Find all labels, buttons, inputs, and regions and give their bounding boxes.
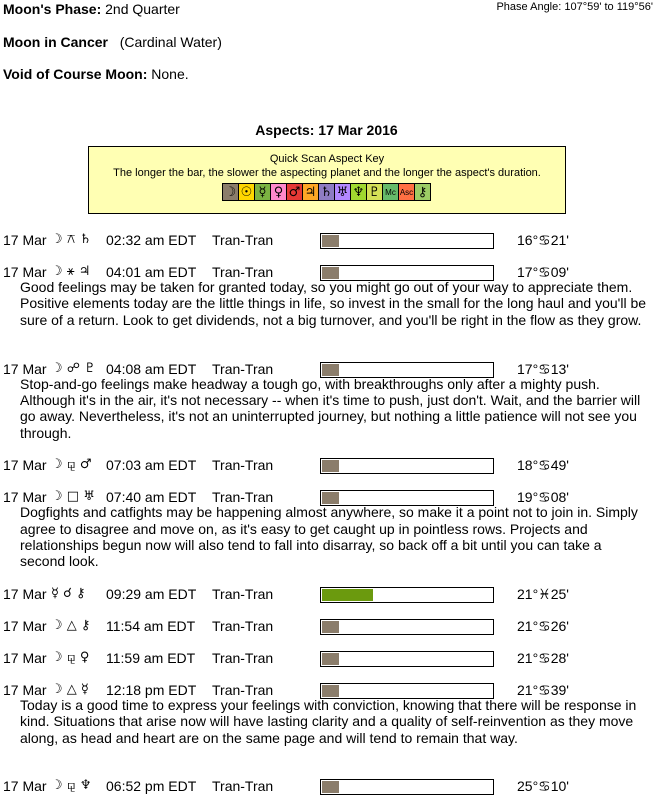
aspect-glyphs: ☽ ⚻ ♄	[51, 232, 92, 247]
mars-icon: ♂	[286, 183, 303, 201]
duration-bar	[320, 651, 494, 667]
duration-bar-fill	[322, 267, 339, 279]
sun-icon: ☉	[238, 183, 255, 201]
duration-bar-fill	[322, 653, 339, 665]
aspect-date: 17 Mar	[3, 264, 47, 280]
duration-bar	[320, 779, 494, 795]
aspect-type: Tran-Tran	[212, 360, 274, 377]
chiron-icon: ⚷	[414, 183, 431, 201]
aspect-degree: 19°♋08'	[517, 489, 569, 506]
neptune-icon: ♆	[350, 183, 367, 201]
aspect-degree: 21°♋28'	[517, 649, 569, 666]
duration-bar-fill	[322, 781, 339, 793]
aspect-type: Tran-Tran	[212, 457, 274, 474]
duration-bar	[320, 587, 494, 603]
saturn-icon: ♄	[318, 183, 335, 201]
moon-sign-label: Moon in Cancer	[3, 34, 109, 50]
duration-bar-fill	[322, 621, 339, 633]
aspect-type: Tran-Tran	[212, 232, 274, 248]
aspect-glyphs: ☽ △ ☿	[51, 681, 89, 697]
aspect-date: 17 Mar	[3, 489, 47, 506]
aspect-type: Tran-Tran	[212, 778, 274, 795]
aspect-glyphs: ☽ ⚼ ♂	[51, 457, 92, 473]
aspect-glyphs: ☽ △ ⚷	[51, 617, 91, 633]
aspects-title: Aspects: 17 Mar 2016	[255, 122, 398, 138]
aspect-time: 09:29 am EDT	[106, 585, 197, 602]
duration-bar-fill	[322, 589, 373, 601]
aspect-degree: 17°♋09'	[517, 264, 569, 280]
aspect-time: 12:18 pm EDT	[106, 681, 197, 698]
moon-sign-value: (Cardinal Water)	[119, 34, 222, 50]
aspect-glyphs: ☽ ⚼ ♀	[51, 649, 90, 665]
aspect-glyphs: ☽ ⚹ ♃	[51, 264, 91, 279]
moon-sign-line	[3, 34, 222, 50]
aspect-type: Tran-Tran	[212, 649, 274, 666]
aspect-date: 17 Mar	[3, 585, 47, 602]
aspect-key-subtitle: The longer the bar, the slower the aspecting planet and the longer the aspect's duration.	[113, 167, 541, 179]
duration-bar-fill	[322, 685, 339, 697]
midheaven-icon: Mc	[382, 183, 399, 201]
aspect-degree: 18°♋49'	[517, 457, 569, 474]
void-of-course-value: None.	[151, 66, 189, 82]
aspect-time: 07:03 am EDT	[106, 457, 197, 474]
aspect-time: 04:08 am EDT	[106, 360, 197, 377]
aspect-glyphs: ☽ ☍ ♇	[51, 360, 96, 376]
aspect-glyphs: ☽ □ ♅	[51, 489, 95, 505]
aspect-degree: 21°♋39'	[517, 681, 569, 698]
aspect-time: 06:52 pm EDT	[106, 778, 197, 795]
aspect-time: 02:32 am EDT	[106, 232, 197, 248]
aspect-description: Dogfights and catfights may be happening almost anywhere, so make it a point not to join in. Simply agree to disagree and move on, as it's easy to get caught up in pointless rows. Projects and relationships begun now will also tend to fall into disarray, so back off a bit until you can take a second look.	[20, 504, 638, 570]
duration-bar-fill	[322, 492, 339, 504]
mercury-icon: ☿	[254, 183, 271, 201]
moon-phase-label: Moon's Phase:	[3, 1, 102, 17]
duration-bar	[320, 619, 494, 635]
venus-icon: ♀	[270, 183, 287, 201]
jupiter-icon: ♃	[302, 183, 319, 201]
aspect-description: Stop-and-go feelings make headway a tough go, with breakthroughs only after a mighty push. Although it's in the air, it's not necessary -- when it's time to push, just don't. Wait, and the barrier will go away. Nevertheless, it's not an uninterrupted journey, but nothing a little patience will not see you through.	[20, 375, 641, 441]
phase-angle: Phase Angle: 107°59' to 119°56'	[496, 1, 653, 13]
aspect-date: 17 Mar	[3, 649, 47, 666]
aspect-key-box	[88, 146, 566, 214]
duration-bar-fill	[322, 235, 339, 247]
moon-phase-value: 2nd Quarter	[105, 1, 180, 17]
aspect-date: 17 Mar	[3, 232, 47, 248]
duration-bar-fill	[322, 364, 339, 376]
ascendant-icon: Asc	[398, 183, 415, 201]
aspect-description: Good feelings may be taken for granted today, so you might go out of your way to appreciate them. Positive elements today are the little things in life, so invest in the small for the long haul and you'll be sure of a return. Look to get dividends, not a big turnover, and you'll be right in the flow as they grow.	[20, 279, 647, 328]
moon-icon: ☽	[222, 183, 239, 201]
uranus-icon: ♅	[334, 183, 351, 201]
aspect-type: Tran-Tran	[212, 264, 274, 280]
aspect-type: Tran-Tran	[212, 489, 274, 506]
aspect-date: 17 Mar	[3, 778, 47, 795]
aspect-type: Tran-Tran	[212, 681, 274, 698]
void-of-course-line	[3, 66, 189, 82]
duration-bar	[320, 458, 494, 474]
aspect-degree: 16°♋21'	[517, 232, 569, 248]
aspect-degree: 21°♓25'	[517, 585, 569, 602]
aspect-degree: 25°♋10'	[517, 778, 569, 795]
aspect-glyphs: ☽ ⚼ ♆	[51, 778, 92, 794]
aspect-date: 17 Mar	[3, 681, 47, 698]
duration-bar-fill	[322, 460, 339, 472]
void-of-course-label: Void of Course Moon:	[3, 66, 148, 82]
aspect-time: 11:59 am EDT	[106, 649, 196, 666]
aspect-type: Tran-Tran	[212, 585, 274, 602]
aspect-degree: 21°♋26'	[517, 617, 569, 634]
aspect-time: 04:01 am EDT	[106, 264, 197, 280]
aspect-date: 17 Mar	[3, 457, 47, 474]
aspect-date: 17 Mar	[3, 360, 47, 377]
aspect-key-title: Quick Scan Aspect Key	[269, 153, 385, 165]
aspect-time: 07:40 am EDT	[106, 489, 197, 506]
duration-bar	[320, 233, 494, 249]
moon-phase-line	[3, 1, 180, 17]
aspect-type: Tran-Tran	[212, 617, 274, 634]
aspect-key-glyphs	[89, 183, 565, 201]
aspect-degree: 17°♋13'	[517, 360, 569, 377]
aspect-date: 17 Mar	[3, 617, 47, 634]
pluto-icon: ♇	[366, 183, 383, 201]
aspect-description: Today is a good time to express your feelings with conviction, knowing that there will be response in kind. Situations that arise now will have lasting clarity and a quality of self-reinvention as they move along, as head and heart are on the same page and will tend to remain that way.	[20, 696, 637, 746]
aspect-glyphs: ☿ ☌ ⚷	[51, 585, 86, 601]
aspect-time: 11:54 am EDT	[106, 617, 196, 634]
